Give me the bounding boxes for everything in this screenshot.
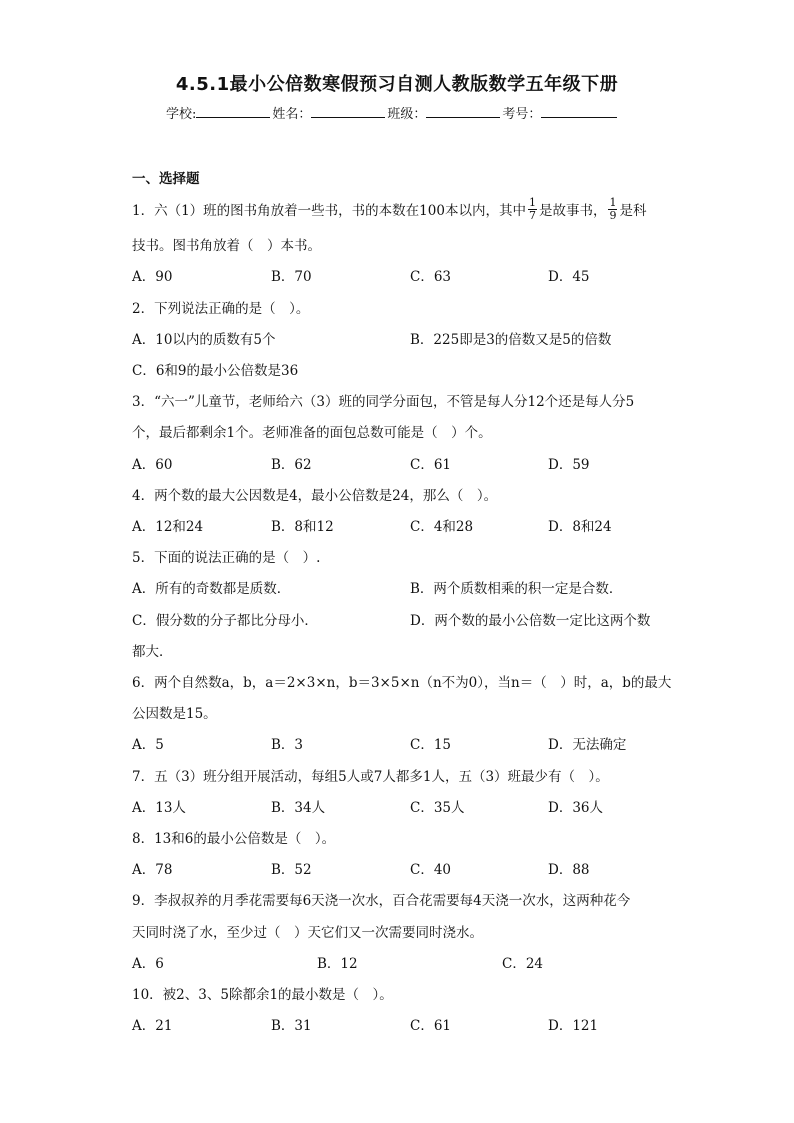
number-blank <box>541 104 617 118</box>
question-1-text: 是科 <box>619 203 647 219</box>
name-label: 姓名： <box>272 107 312 122</box>
option-b[interactable]: B．3 <box>271 737 304 753</box>
option-c[interactable]: C．40 <box>410 862 452 878</box>
option-c[interactable]: C．61 <box>410 457 452 473</box>
option-a[interactable]: A．78 <box>132 862 173 878</box>
option-a[interactable]: A．13人 <box>132 800 186 816</box>
page-title: 4.5.1最小公倍数寒假预习自测人教版数学五年级下册 <box>175 74 619 95</box>
option-a[interactable]: A．60 <box>132 457 173 473</box>
question-3-line-2: 个，最后都剩余1个。老师准备的面包总数可能是（ ）个。 <box>132 425 492 441</box>
option-b[interactable]: B．225即是3的倍数又是5的倍数 <box>410 332 612 348</box>
option-c[interactable]: C．35人 <box>410 800 465 816</box>
option-b[interactable]: B．12 <box>317 956 358 972</box>
question-1-line-1 <box>132 196 647 224</box>
question-1-text: 1．六（1）班的图书角放着一些书，书的本数在100本以内，其中 <box>132 203 526 219</box>
option-b[interactable]: B．31 <box>271 1018 312 1034</box>
option-b[interactable]: B．70 <box>271 269 312 285</box>
school-label: 学校: <box>166 107 197 122</box>
option-d[interactable]: D．8和24 <box>548 519 612 535</box>
option-a[interactable]: A．所有的奇数都是质数． <box>132 581 291 597</box>
option-a[interactable]: A．10以内的质数有5个 <box>132 332 276 348</box>
question-5-line-1: 5．下面的说法正确的是（ ）. <box>132 550 321 566</box>
question-3-line-1: 3．“六一”儿童节，老师给六（3）班的同学分面包，不管是每人分12个还是每人分5 <box>132 394 635 410</box>
option-d[interactable]: D．36人 <box>548 800 604 816</box>
fraction-one-seventh <box>528 197 537 222</box>
option-d-continuation: 都大． <box>132 644 173 660</box>
option-d[interactable]: D．88 <box>548 862 590 878</box>
option-d[interactable]: D．两个数的最小公倍数一定比这两个数 <box>410 613 651 629</box>
name-blank <box>311 104 385 118</box>
option-b[interactable]: B．34人 <box>271 800 326 816</box>
option-d[interactable]: D．59 <box>548 457 590 473</box>
question-10-line-1: 10．被2、3、5除都余1的最小数是（ ）。 <box>132 987 393 1003</box>
fraction-denominator: 7 <box>528 209 536 222</box>
fraction-numerator: 1 <box>609 196 617 209</box>
option-d[interactable]: D．121 <box>548 1018 599 1034</box>
school-blank <box>196 104 270 118</box>
question-8-line-1: 8．13和6的最小公倍数是（ ）。 <box>132 831 336 847</box>
option-c[interactable]: C．63 <box>410 269 452 285</box>
option-a[interactable]: A．90 <box>132 269 173 285</box>
option-b[interactable]: B．两个质数相乘的积一定是合数． <box>410 581 623 597</box>
option-c[interactable]: C．4和28 <box>410 519 474 535</box>
fraction-denominator: 9 <box>609 209 617 222</box>
number-label: 考号： <box>502 107 542 122</box>
fraction-numerator: 1 <box>528 196 536 209</box>
question-1-text: 是故事书， <box>538 203 607 219</box>
section-heading: 一、选择题 <box>132 171 200 187</box>
student-info-line <box>166 103 619 122</box>
option-a[interactable]: A．6 <box>132 956 164 972</box>
question-2-line-1: 2．下列说法正确的是（ ）。 <box>132 301 310 317</box>
question-7-line-1: 7．五（3）班分组开展活动，每组5人或7人都多1人，五（3）班最少有（ ）。 <box>132 769 609 785</box>
question-9-line-2: 天同时浇了水，至少过（ ）天它们又一次需要同时浇水。 <box>132 925 483 941</box>
option-c[interactable]: C．24 <box>502 956 544 972</box>
option-c[interactable]: C．61 <box>410 1018 452 1034</box>
class-label: 班级： <box>387 107 427 122</box>
option-b[interactable]: B．8和12 <box>271 519 334 535</box>
question-6-line-2: 公因数是15。 <box>132 706 217 722</box>
option-d[interactable]: D．45 <box>548 269 590 285</box>
question-4-line-1: 4．两个数的最大公因数是4，最小公倍数是24，那么（ ）。 <box>132 488 498 504</box>
option-b[interactable]: B．62 <box>271 457 312 473</box>
question-1-line-2: 技书。图书角放着（ ）本书。 <box>132 238 321 254</box>
option-c[interactable]: C．15 <box>410 737 452 753</box>
option-b[interactable]: B．52 <box>271 862 312 878</box>
option-d[interactable]: D．无法确定 <box>548 737 627 753</box>
option-a[interactable]: A．12和24 <box>132 519 204 535</box>
option-c[interactable]: C．6和9的最小公倍数是36 <box>132 363 299 379</box>
option-c[interactable]: C．假分数的分子都比分母小． <box>132 613 318 629</box>
fraction-one-ninth <box>608 197 617 222</box>
question-6-line-1: 6．两个自然数a，b，a＝2×3×n，b＝3×5×n（n不为0），当n＝（ ）时，a，b的最大 <box>132 675 672 691</box>
question-9-line-1: 9．李叔叔养的月季花需要每6天浇一次水，百合花需要每4天浇一次水，这两种花今 <box>132 893 631 909</box>
option-a[interactable]: A．21 <box>132 1018 173 1034</box>
class-blank <box>426 104 500 118</box>
option-a[interactable]: A．5 <box>132 737 164 753</box>
